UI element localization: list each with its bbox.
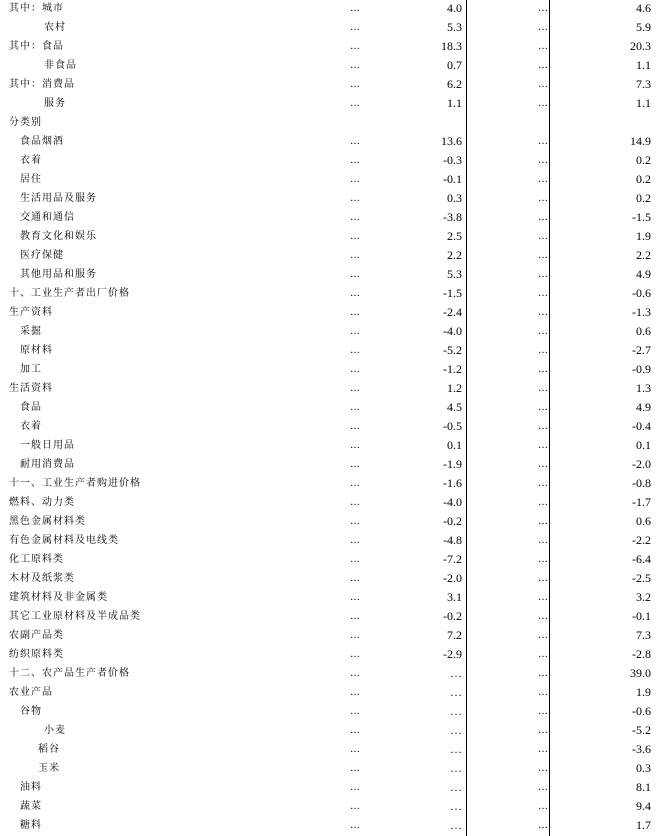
cell-v2: … [450,685,462,699]
table-row [0,455,664,474]
cell-v2: 5.3 [447,267,462,281]
cell-v4: -0.9 [632,362,651,376]
table-row [0,18,664,37]
cell-v1: … [350,41,360,52]
cell-v3: … [538,744,548,755]
row-label: 建筑材料及非金属类 [9,592,108,603]
table-row [0,75,664,94]
cell-v1: … [350,668,360,679]
cell-v4: -6.4 [632,552,651,566]
row-label: 十二、农产品生产者价格 [9,668,130,679]
cell-v3: … [538,136,548,147]
cell-v3: … [538,174,548,185]
cell-v3: … [538,535,548,546]
cell-v4: 1.9 [636,229,651,243]
cell-v2: … [450,704,462,718]
cell-v3: … [538,402,548,413]
cell-v4: -2.0 [632,457,651,471]
cell-v3: … [538,649,548,660]
row-label: 黑色金属材料类 [9,516,86,527]
cell-v2: -5.2 [443,343,462,357]
cell-v4: 0.3 [636,761,651,775]
cell-v1: … [350,535,360,546]
row-label: 油料 [20,782,42,793]
cell-v2: 1.2 [447,381,462,395]
cell-v4: -0.8 [632,476,651,490]
row-label: 教育文化和娱乐 [20,231,97,242]
table-row [0,474,664,493]
table-row [0,740,664,759]
cell-v2: … [450,666,462,680]
row-label: 小麦 [44,725,66,736]
cell-v4: 0.1 [636,438,651,452]
row-label: 食品烟酒 [20,136,64,147]
cell-v4: 7.3 [636,77,651,91]
cell-v1: … [350,22,360,33]
cell-v4: 39.0 [630,666,651,680]
cell-v3: … [538,98,548,109]
cell-v1: … [350,706,360,717]
row-label: 其中：消费品 [9,79,75,90]
cell-v1: … [350,364,360,375]
table-row [0,493,664,512]
cell-v3: … [538,345,548,356]
cell-v3: … [538,611,548,622]
cell-v4: -2.5 [632,571,651,585]
cell-v2: -1.5 [443,286,462,300]
cell-v3: … [538,801,548,812]
row-label: 其它工业原材料及半成品类 [9,611,141,622]
table-row [0,626,664,645]
cell-v3: … [538,725,548,736]
table-row [0,208,664,227]
row-label: 非食品 [44,60,77,71]
cell-v2: … [450,761,462,775]
cell-v4: 0.2 [636,172,651,186]
cell-v1: … [350,98,360,109]
cell-v2: 7.2 [447,628,462,642]
cell-v4: 9.4 [636,799,651,813]
cell-v1: … [350,288,360,299]
cell-v1: … [350,592,360,603]
cell-v2: -2.9 [443,647,462,661]
cell-v4: -0.6 [632,704,651,718]
cell-v3: … [538,668,548,679]
cell-v4: 2.2 [636,248,651,262]
table-row [0,227,664,246]
cell-v1: … [350,497,360,508]
table-row [0,759,664,778]
cell-v3: … [538,383,548,394]
row-label: 采掘 [20,326,42,337]
table-row [0,664,664,683]
table-row [0,512,664,531]
cell-v2: -1.6 [443,476,462,490]
row-label: 稻谷 [38,744,60,755]
table-row [0,170,664,189]
cell-v4: -2.7 [632,343,651,357]
cell-v4: 1.1 [636,96,651,110]
table-row [0,607,664,626]
row-label: 农业产品 [9,687,53,698]
table-row [0,417,664,436]
table-row [0,588,664,607]
cell-v4: 1.9 [636,685,651,699]
cell-v3: … [538,79,548,90]
cell-v4: 0.6 [636,324,651,338]
row-label: 其中：城市 [9,3,64,14]
row-label: 服务 [44,98,66,109]
cell-v4: -1.3 [632,305,651,319]
row-label: 食品 [20,402,42,413]
cell-v1: … [350,155,360,166]
table-row [0,721,664,740]
cell-v2: 0.1 [447,438,462,452]
cell-v3: … [538,592,548,603]
cell-v1: … [350,174,360,185]
cell-v3: … [538,155,548,166]
cell-v1: … [350,516,360,527]
cell-v2: -0.5 [443,419,462,433]
cell-v3: … [538,3,548,14]
cell-v2: 0.7 [447,58,462,72]
cell-v2: -3.8 [443,210,462,224]
row-label: 生活资料 [9,383,53,394]
row-label: 分类别 [9,117,42,128]
cell-v4: -2.2 [632,533,651,547]
cell-v3: … [538,573,548,584]
table-row [0,569,664,588]
cell-v2: -4.0 [443,495,462,509]
table-row [0,683,664,702]
row-label: 十一、工业生产者购进价格 [9,478,141,489]
cell-v4: 1.3 [636,381,651,395]
cell-v4: 4.9 [636,267,651,281]
row-label: 其他用品和服务 [20,269,97,280]
cell-v3: … [538,288,548,299]
row-label: 燃料、动力类 [9,497,75,508]
cell-v2: -4.0 [443,324,462,338]
row-label: 衣着 [20,421,42,432]
cell-v3: … [538,307,548,318]
cell-v4: 7.3 [636,628,651,642]
cell-v2: -0.2 [443,609,462,623]
cell-v1: … [350,649,360,660]
row-label: 交通和通信 [20,212,75,223]
cell-v2: 2.5 [447,229,462,243]
cell-v1: … [350,782,360,793]
row-label: 原材料 [20,345,53,356]
table-row [0,531,664,550]
cell-v4: 5.9 [636,20,651,34]
cell-v4: 0.2 [636,153,651,167]
table-row [0,0,664,18]
cell-v1: … [350,193,360,204]
cell-v2: 1.1 [447,96,462,110]
cell-v2: 4.0 [447,1,462,15]
table-row [0,816,664,835]
table-row [0,265,664,284]
cell-v3: … [538,326,548,337]
cell-v4: -0.4 [632,419,651,433]
cell-v2: -1.9 [443,457,462,471]
cell-v2: 5.3 [447,20,462,34]
row-label: 一般日用品 [20,440,75,451]
cell-v3: … [538,41,548,52]
cell-v4: 8.1 [636,780,651,794]
cell-v1: … [350,269,360,280]
cell-v3: … [538,497,548,508]
cell-v2: -7.2 [443,552,462,566]
row-label: 农副产品类 [9,630,64,641]
cell-v1: … [350,573,360,584]
row-label: 谷物 [20,706,42,717]
cell-v1: … [350,801,360,812]
cell-v2: … [450,799,462,813]
cell-v3: … [538,630,548,641]
cell-v2: -2.4 [443,305,462,319]
row-label: 耐用消费品 [20,459,75,470]
cell-v1: … [350,136,360,147]
cell-v3: … [538,763,548,774]
cell-v1: … [350,212,360,223]
cell-v1: … [350,307,360,318]
row-label: 医疗保健 [20,250,64,261]
table-row [0,151,664,170]
row-label: 糖料 [20,820,42,831]
row-label: 十、工业生产者出厂价格 [9,288,130,299]
cell-v3: … [538,60,548,71]
row-label: 其中：食品 [9,41,64,52]
table-row [0,645,664,664]
cell-v3: … [538,421,548,432]
row-label: 纺织原料类 [9,649,64,660]
cell-v2: -0.3 [443,153,462,167]
cell-v4: 1.1 [636,58,651,72]
cell-v3: … [538,193,548,204]
cell-v2: -2.0 [443,571,462,585]
cell-v1: … [350,231,360,242]
cell-v3: … [538,269,548,280]
table-row [0,37,664,56]
cell-v2: 4.5 [447,400,462,414]
cell-v2: 6.2 [447,77,462,91]
cell-v1: … [350,345,360,356]
row-label: 生活用品及服务 [20,193,97,204]
table-row [0,436,664,455]
table-row [0,94,664,113]
cell-v1: … [350,402,360,413]
row-label: 玉米 [38,763,60,774]
cell-v3: … [538,22,548,33]
cell-v4: 20.3 [630,39,651,53]
row-label: 蔬菜 [20,801,42,812]
cell-v2: 3.1 [447,590,462,604]
cell-v1: … [350,611,360,622]
cell-v4: 0.6 [636,514,651,528]
table-row [0,132,664,151]
cell-v2: … [450,742,462,756]
cell-v1: … [350,60,360,71]
row-label: 居住 [20,174,42,185]
table-row [0,360,664,379]
cell-v4: -1.7 [632,495,651,509]
cell-v2: 13.6 [441,134,462,148]
cell-v3: … [538,250,548,261]
cell-v2: -4.8 [443,533,462,547]
cell-v1: … [350,744,360,755]
cell-v4: -2.8 [632,647,651,661]
row-label: 农村 [44,22,66,33]
table-row [0,284,664,303]
cell-v2: -0.2 [443,514,462,528]
cell-v2: -0.1 [443,172,462,186]
cell-v4: -3.6 [632,742,651,756]
row-label: 化工原料类 [9,554,64,565]
table-row [0,322,664,341]
cell-v2: 0.3 [447,191,462,205]
cell-v2: … [450,723,462,737]
table-row [0,797,664,816]
cell-v3: … [538,459,548,470]
table-row [0,56,664,75]
cell-v2: … [450,780,462,794]
table-row [0,303,664,322]
table-row [0,398,664,417]
table-row [0,379,664,398]
row-label: 加工 [20,364,42,375]
cell-v3: … [538,364,548,375]
cell-v3: … [538,820,548,831]
cell-v4: 3.2 [636,590,651,604]
cell-v4: 4.9 [636,400,651,414]
cell-v1: … [350,478,360,489]
cell-v1: … [350,725,360,736]
cell-v1: … [350,421,360,432]
cell-v4: -0.6 [632,286,651,300]
cell-v2: 18.3 [441,39,462,53]
cell-v3: … [538,440,548,451]
table-row [0,189,664,208]
cell-v4: 14.9 [630,134,651,148]
cell-v3: … [538,706,548,717]
cell-v1: … [350,554,360,565]
cell-v1: … [350,440,360,451]
table-row [0,113,664,132]
table-row [0,246,664,265]
cell-v1: … [350,630,360,641]
cell-v3: … [538,478,548,489]
cell-v4: 4.6 [636,1,651,15]
row-label: 衣着 [20,155,42,166]
row-label: 有色金属材料及电线类 [9,535,119,546]
cell-v4: 0.2 [636,191,651,205]
cell-v1: … [350,79,360,90]
cell-v1: … [350,3,360,14]
cell-v2: … [450,818,462,832]
row-label: 木材及纸浆类 [9,573,75,584]
table-row [0,778,664,797]
cell-v4: -1.5 [632,210,651,224]
cell-v2: 2.2 [447,248,462,262]
table-row [0,550,664,569]
cell-v1: … [350,326,360,337]
cell-v3: … [538,516,548,527]
row-label: 生产资料 [9,307,53,318]
cell-v3: … [538,687,548,698]
cell-v3: … [538,231,548,242]
cell-v1: … [350,250,360,261]
cell-v1: … [350,383,360,394]
table-row [0,702,664,721]
cell-v2: -1.2 [443,362,462,376]
cell-v1: … [350,459,360,470]
cell-v4: 1.7 [636,818,651,832]
cell-v3: … [538,782,548,793]
cell-v4: -0.1 [632,609,651,623]
table-row [0,341,664,360]
cell-v4: -5.2 [632,723,651,737]
cell-v3: … [538,212,548,223]
cell-v1: … [350,763,360,774]
cell-v1: … [350,820,360,831]
cell-v1: … [350,687,360,698]
cell-v3: … [538,554,548,565]
